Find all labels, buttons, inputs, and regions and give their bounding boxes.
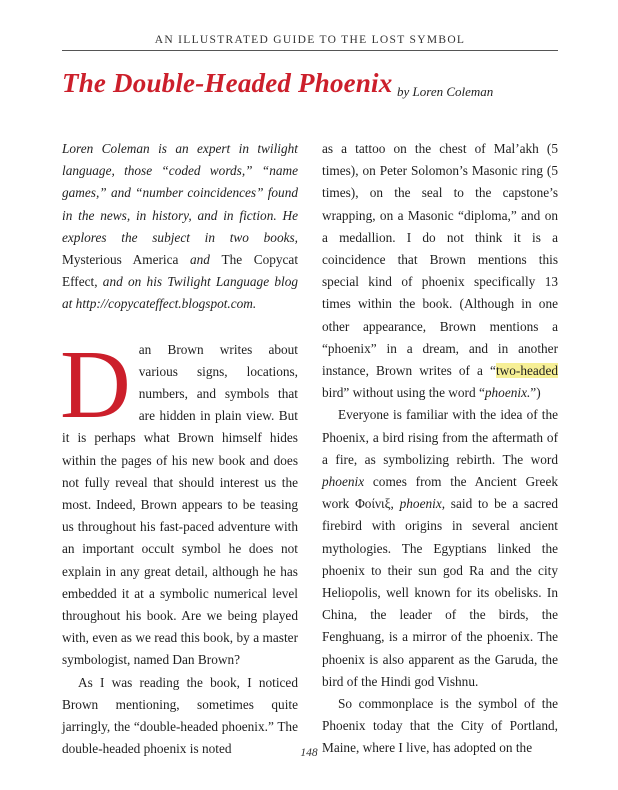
highlighted-text[interactable]: two-headed	[495, 363, 558, 379]
header-rule	[62, 50, 558, 51]
intro-text: and on his Twilight Language blog at http://copycateffect.blogspot.com.	[62, 274, 298, 312]
italic-word: phoenix.	[484, 385, 531, 401]
author-intro	[62, 138, 298, 316]
intro-text: Loren Coleman is an expert in twilight language, those “coded words,” “name games,” and “number coincidences” found in the news, in history, and in fiction. He explores the subject in two books,	[62, 141, 298, 245]
intro-book-title: Mysterious America	[62, 252, 179, 268]
paragraph-text: bird” without using the word “	[322, 385, 485, 401]
paragraph-text: Everyone is familiar with the idea of the Phoenix, a bird rising from the aftermath of a fire, as symbolizing rebirth. The word	[322, 407, 558, 467]
body-paragraph: So commonplace is the symbol of the Phoenix today that the City of Portland, Maine, where I live, has adopted on the	[322, 696, 558, 756]
byline: by Loren Coleman	[397, 84, 494, 99]
paragraph-text: said to be a sacred firebird with origins in several ancient mythologies. The Egyptians linked the phoenix to their sun god Ra and the city Heliopolis, well known for its obelisks. In China, the leader of the birds, the Fenghuang, is a mirror of the phoenix. The phoenix is also apparent as the Garuda, the bird of the Hindi god Vishnu.	[322, 496, 558, 689]
page-number: 148	[300, 747, 318, 759]
italic-word: phoenix,	[399, 496, 446, 512]
paragraph-text: as a tattoo on the chest of Mal’akh (5 times), on Peter Solomon’s Masonic ring (5 times), on the seal to the capstone’s wrapping, on a Masonic “diploma,” and on a medallion. I do not think it is a coincidence that Brown mentions this special kind of phoenix specifically 13 times within the book. (Although in one other appearance, Brown mentions a “phoenix” in a dream, and in another instance, Brown writes of a “	[322, 141, 558, 379]
body-paragraph	[322, 138, 558, 404]
paragraph-text: ”)	[530, 385, 541, 401]
italic-word: phoenix	[322, 474, 365, 490]
article-title: The Double-Headed Phoenix	[62, 68, 393, 98]
body-paragraph	[322, 404, 558, 693]
body-paragraph	[60, 330, 298, 672]
body-paragraph: As I was reading the book, I noticed Brown mentioning, sometimes quite jarringly, the “double-headed phoenix.” The double-headed phoenix is noted	[62, 674, 298, 757]
paragraph-text: comes from the Ancient Greek work Φοίνιξ,	[322, 474, 558, 512]
running-head: AN ILLUSTRATED GUIDE TO THE LOST SYMBOL	[154, 34, 466, 46]
intro-book-title: The Copycat Effect,	[62, 252, 299, 290]
intro-text: and	[178, 252, 222, 268]
paragraph-text: an Brown writes about various signs, locations, numbers, and symbols that are hidden in plain view. But it is perhaps what Brown himself hides within the pages of his new book and does not fully reveal that should interest us the most. Indeed, Brown appears to be teasing us throughout his fast-paced adventure with an important occult symbol he does not explain in any great detail, although he has embedded it at a symbolic numerical level throughout his book. Are we being played with, even as we read this book, by a master symbologist, named Dan Brown?	[62, 341, 298, 668]
right-column	[322, 138, 558, 760]
drop-cap: D	[60, 330, 131, 439]
left-column	[62, 138, 298, 760]
